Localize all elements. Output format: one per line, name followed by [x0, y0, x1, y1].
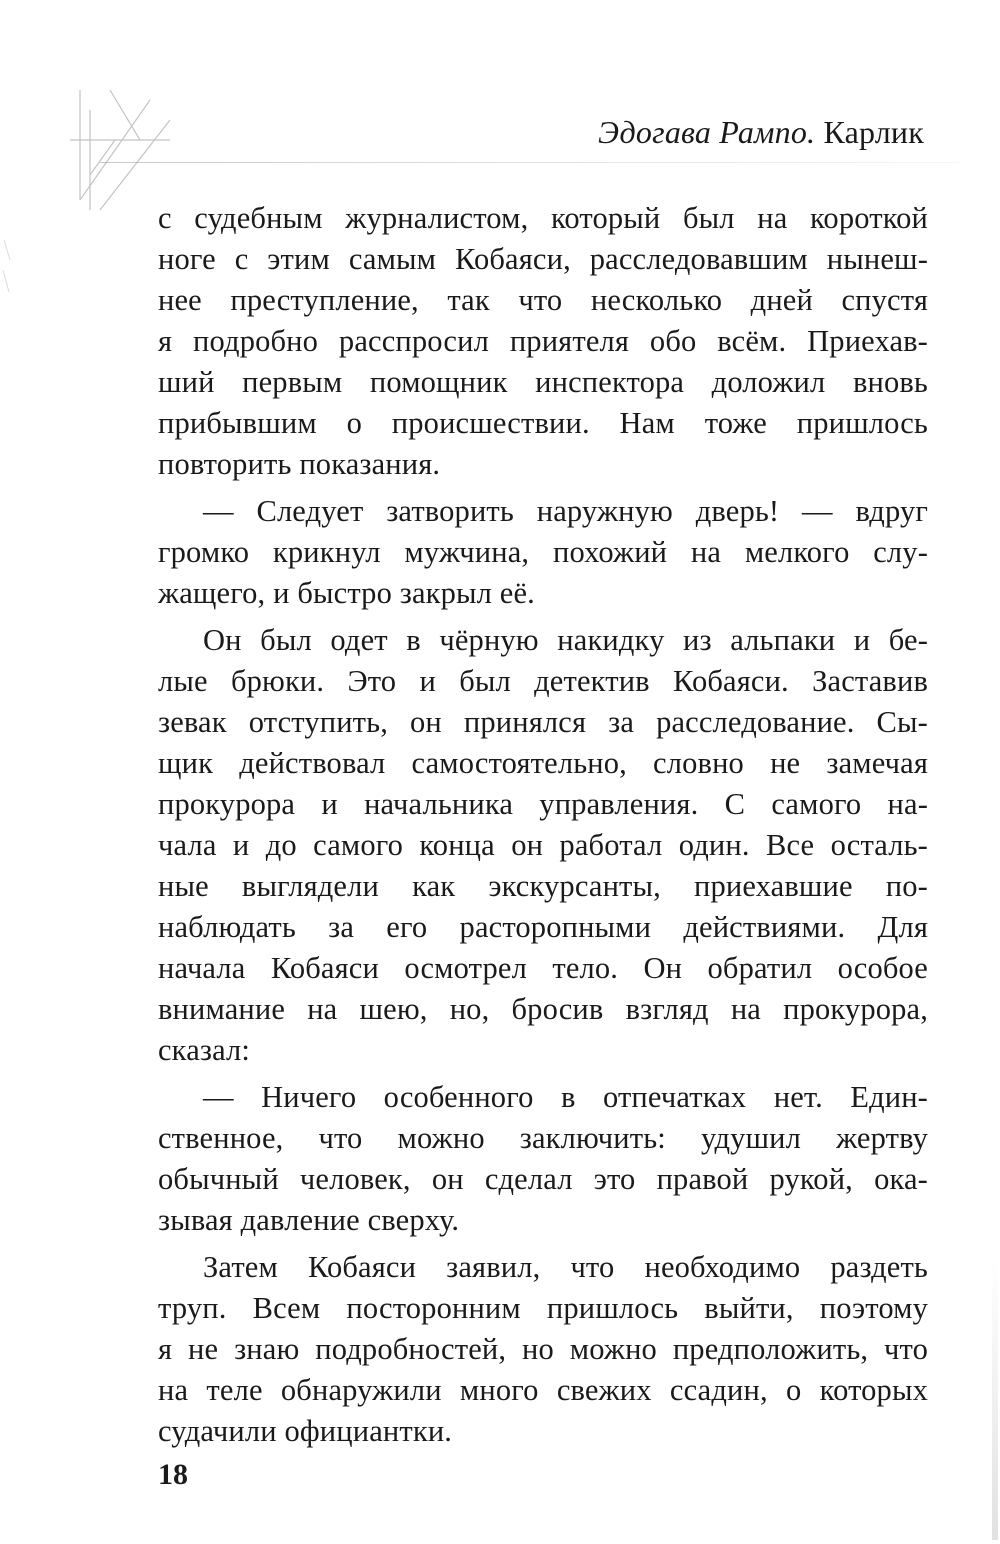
text-line: внимание на шею, но, бросив взгляд на прокурора,	[158, 992, 928, 1026]
text-line: — Ничего особенного в отпечатках нет. Един-	[203, 1080, 928, 1114]
text-line: щик действовал самостоятельно, словно не замечая	[158, 746, 928, 780]
paragraph	[158, 620, 928, 1071]
text-line: сказал:	[158, 1033, 251, 1067]
page-edge-shadow	[992, 1260, 998, 1540]
text-line: начала Кобаяси осмотрел тело. Он обратил особое	[158, 951, 928, 985]
text-line: нее преступление, так что несколько дней спустя	[158, 283, 928, 317]
text-line: ший первым помощник инспектора доложил вновь	[158, 365, 928, 399]
text-line: зывая давление сверху.	[158, 1203, 460, 1237]
text-line: обычный человек, он сделал это правой рукой, ока-	[158, 1162, 928, 1196]
text-line: громко крикнул мужчина, похожий на мелкого слу-	[158, 535, 928, 569]
text-line: прокурора и начальника управления. С самого на-	[158, 787, 928, 821]
paragraph	[158, 1077, 928, 1241]
running-head-title: Карлик	[823, 114, 924, 150]
text-line: повторить показания.	[158, 447, 441, 481]
text-line: Затем Кобаяси заявил, что необходимо раздеть	[203, 1250, 928, 1284]
text-line: я не знаю подробностей, но можно предположить, что	[158, 1332, 928, 1366]
text-line: наблюдать за его расторопными действиями. Для	[158, 910, 928, 944]
text-line: — Следует затворить наружную дверь! — вдруг	[203, 494, 928, 528]
text-line: прибывшим о происшествии. Нам тоже пришлось	[158, 406, 928, 440]
page-number: 18	[158, 1458, 188, 1491]
text-line: судачили официантки.	[158, 1414, 453, 1448]
text-line: ные выглядели как экскурсанты, приехавшие по-	[158, 869, 928, 903]
header-rule	[100, 162, 960, 163]
running-head-author: Эдогава Рампо.	[597, 114, 816, 150]
text-line: чала и до самого конца он работал один. Все осталь-	[158, 828, 928, 862]
text-line: жащего, и быстро закрыл её.	[158, 576, 535, 610]
text-line: ноге с этим самым Кобаяси, расследовавшим нынеш-	[158, 242, 928, 276]
text-line: я подробно расспросил приятеля обо всём. Приехав-	[158, 324, 928, 358]
text-line: труп. Всем посторонним пришлось выйти, поэтому	[158, 1291, 928, 1325]
text-line: зевак отступить, он принялся за расследование. Сы-	[158, 705, 928, 739]
paragraph	[158, 198, 928, 485]
edge-mark-icon	[0, 230, 20, 310]
text-line: на теле обнаружили много свежих ссадин, о которых	[158, 1373, 928, 1407]
page-body	[158, 198, 928, 1452]
text-line: Он был одет в чёрную накидку из альпаки и бе-	[203, 623, 928, 657]
text-line: с судебным журналистом, который был на короткой	[158, 201, 928, 235]
running-head	[598, 110, 924, 154]
text-line: ственное, что можно заключить: удушил жертву	[158, 1121, 928, 1155]
text-line: лые брюки. Это и был детектив Кобаяси. Заставив	[158, 664, 928, 698]
paragraph	[158, 1247, 928, 1452]
paragraph	[158, 491, 928, 614]
